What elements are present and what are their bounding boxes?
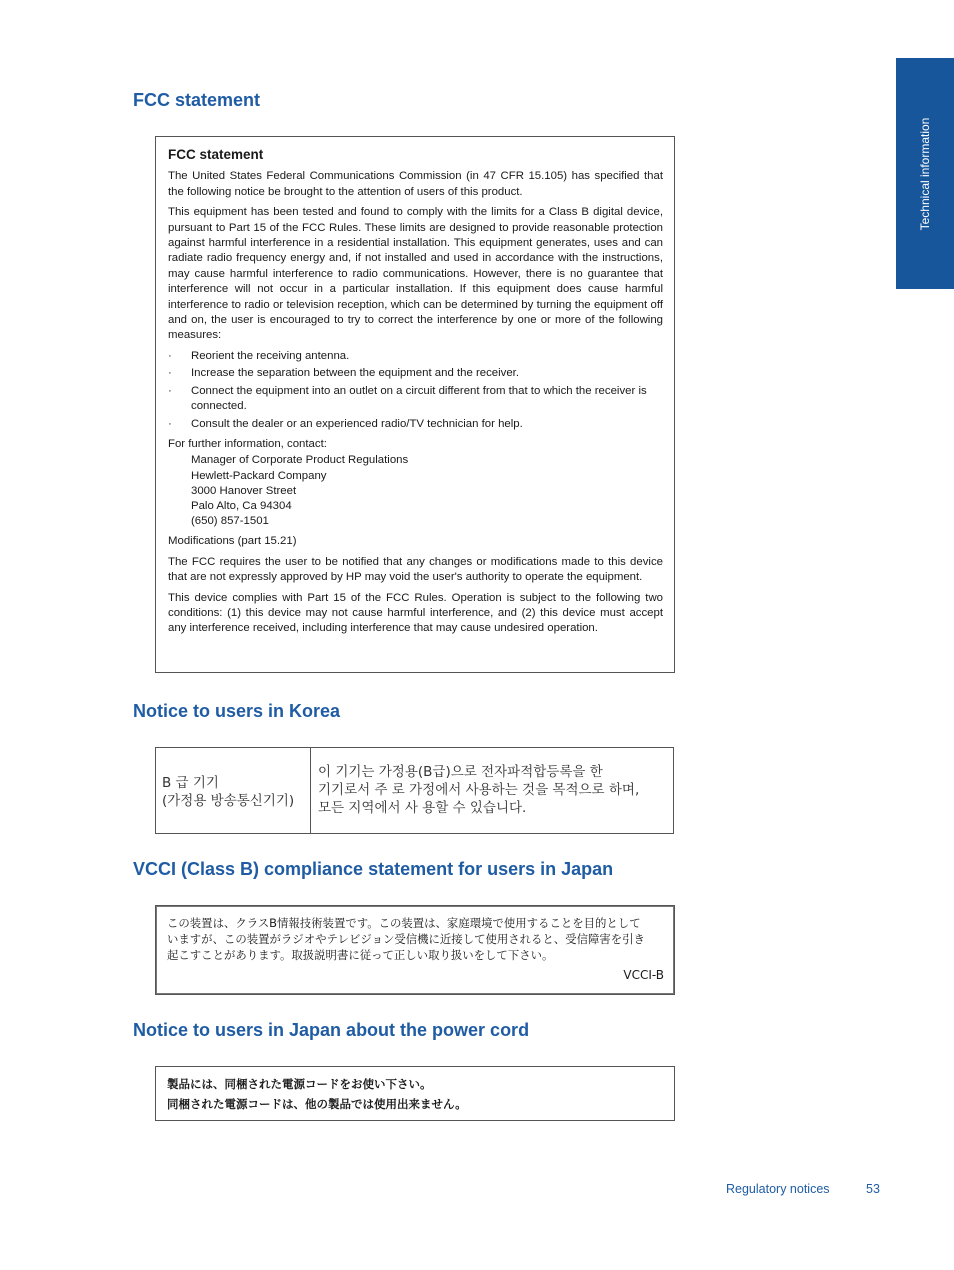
vcci-text-line: いますが、この装置がラジオやテレビジョン受信機に近接して使用されると、受信障害を引き <box>167 932 645 946</box>
fcc-contact-address <box>168 453 663 529</box>
korea-class-cell <box>156 748 311 833</box>
power-cord-notice-box <box>155 1066 675 1121</box>
address-line: Manager of Corporate Product Regulations <box>191 454 409 467</box>
fcc-paragraph-1: The United States Federal Communications Commission (in 47 CFR 15.105) has specified that the following notice be brought to the attention of users of this product. <box>168 170 663 198</box>
vcci-class-tag: VCCI-B <box>623 968 664 982</box>
list-item: · Consult the dealer or an experienced radio/TV technician for help. <box>168 417 663 432</box>
fcc-measures-list <box>168 349 663 432</box>
korea-text-line: 모든 지역에서 사 용할 수 있습니다. <box>318 800 527 816</box>
korea-class-line: (가정용 방송통신기기) <box>162 793 295 809</box>
address-line: 3000 Hanover Street <box>191 484 297 497</box>
section-tab <box>896 58 954 289</box>
list-item: · Increase the separation between the equipment and the receiver. <box>168 366 663 381</box>
korea-class-line: B 급 기기 <box>162 775 219 791</box>
footer-section-name: Regulatory notices <box>726 1182 830 1196</box>
korea-text-line: 기기로서 주 로 가정에서 사용하는 것을 목적으로 하며, <box>318 782 640 798</box>
list-item: · Reorient the receiving antenna. <box>168 349 663 364</box>
footer-page-number: 53 <box>866 1182 880 1196</box>
fcc-statement-box <box>155 136 675 673</box>
fcc-paragraph-4: This device complies with Part 15 of the FCC Rules. Operation is subject to the following two conditions: (1) this device may not cause harmful interference, and (2) this device must accept any interference received, including interference that may cause undesired operation. <box>168 591 663 635</box>
heading-vcci: VCCI (Class B) compliance statement for users in Japan <box>133 859 614 879</box>
fcc-box-title: FCC statement <box>168 147 264 162</box>
section-tab-label: Technical information <box>918 117 932 230</box>
vcci-text-line: この装置は、クラスB情報技術装置です。この装置は、家庭環境で使用することを目的として <box>167 916 641 930</box>
korea-notice-box <box>155 747 674 834</box>
fcc-modifications: Modifications (part 15.21) <box>168 535 297 548</box>
vcci-statement-box <box>155 905 675 995</box>
address-line: Palo Alto, Ca 94304 <box>191 499 292 512</box>
power-cord-text-line: 同梱された電源コードは、他の製品では使用出来ません。 <box>167 1097 467 1111</box>
heading-fcc: FCC statement <box>133 90 261 110</box>
address-line: (650) 857-1501 <box>191 515 269 528</box>
korea-text-cell <box>311 748 673 833</box>
heading-power-cord: Notice to users in Japan about the power cord <box>133 1020 530 1040</box>
heading-korea: Notice to users in Korea <box>133 701 341 721</box>
list-item: · Connect the equipment into an outlet on a circuit different from that to which the receiver is connected. <box>168 384 663 415</box>
vcci-text-line: 起こすことがあります。取扱説明書に従って正しい取り扱いをして下さい。 <box>167 948 554 962</box>
power-cord-text-line: 製品には、同梱された電源コードをお使い下さい。 <box>167 1077 432 1091</box>
address-line: Hewlett-Packard Company <box>191 469 327 482</box>
fcc-paragraph-3: The FCC requires the user to be notified that any changes or modifications made to this device that are not expressly approved by HP may void the user's authority to operate the equipment. <box>168 555 663 584</box>
fcc-paragraph-2: This equipment has been tested and found to comply with the limits for a Class B digital device, pursuant to Part 15 of the FCC Rules. These limits are designed to provide reasonable protection against harmful interference in a residential installation. This equipment generates, uses and can radiate radio frequency energy and, if not installed and used in accordance with the instructions, may cause harmful interference to radio communications. However, there is no guarantee that interference will not occur in a particular installation. If this equipment does cause harmful interference to radio or television reception, which can be determined by turning the equipment off and on, the user is encouraged to try to correct the interference by one or more of the following measures: <box>168 206 663 342</box>
fcc-contact-intro: For further information, contact: <box>168 437 327 450</box>
korea-text-line: 이 기기는 가정용(B급)으로 전자파적합등록을 한 <box>318 764 603 780</box>
